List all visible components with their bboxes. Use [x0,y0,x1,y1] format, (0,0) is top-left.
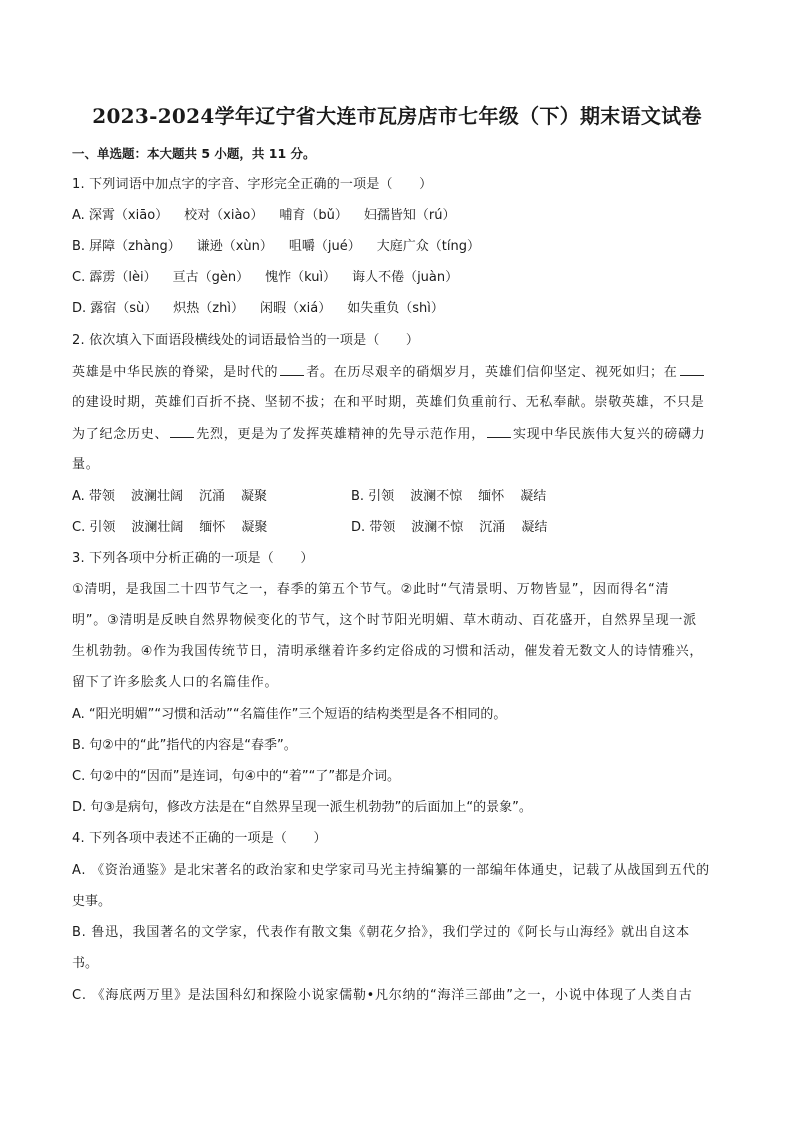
fill-blank-1 [280,362,304,376]
question-3-stem: 3. 下列各项中分析正确的一项是（ ） [72,551,314,566]
question-1-option-c [72,268,458,288]
option-d-word-3: 沉涌 [479,520,506,535]
option-d-word-1: D. 露宿（sù） [72,301,158,316]
option-a-word-2: 波澜壮阔 [130,489,183,504]
option-a-word-1: A. 带领 [72,489,115,504]
option-b-word-1: B. 引领 [351,489,395,504]
question-2-passage-line-4: 量。 [72,457,100,472]
option-a-word-1: A. 深霄（xiāo） [72,208,169,223]
option-b-word-3: 咀嚼（jué） [288,239,361,254]
section-heading: 一、单选题：本大题共 5 小题，共 11 分。 [72,146,316,161]
option-d-word-3: 闲暇（xiá） [259,301,332,316]
option-a-word-2: 校对（xiào） [184,208,264,223]
option-b-word-2: 谦逊（xùn） [196,239,273,254]
option-c-word-2: 波澜壮阔 [131,520,184,535]
question-4-option-a-line-1: A. 《资治通鉴》是北宋著名的政治家和史学家司马光主持编纂的一部编年体通史，记载了从战国到五代的 [72,863,710,878]
question-2-stem: 2. 依次填入下面语段横线处的词语最恰当的一项是（ ） [72,333,420,348]
passage-text: 英雄是中华民族的脊梁，是时代的 [72,365,279,380]
passage-text: 者。在历尽艰辛的硝烟岁月，英雄们信仰坚定、视死如归；在 [306,365,678,380]
option-b-word-2: 波澜不惊 [410,489,463,504]
question-4-option-a-line-2: 史事。 [72,894,112,909]
question-2-option-a [72,487,267,507]
question-2-option-d [351,518,547,538]
option-d-word-1: D. 带领 [351,520,396,535]
question-2-passage-line-3 [72,424,706,445]
question-3-passage-line-3: 生机勃勃。④作为我国传统节日，清明承继着许多约定俗成的习惯和活动，催发着无数文人的诗情雅兴， [72,644,704,659]
option-c-word-1: C. 霹雳（lèi） [72,270,157,285]
question-4-option-b-line-2: 书。 [72,956,99,971]
option-c-word-4: 诲人不倦（juàn） [352,270,459,285]
option-c-word-4: 凝聚 [241,520,268,535]
option-a-word-4: 凝聚 [240,489,267,504]
question-3-option-a: A. “阳光明媚”“习惯和活动”“名篇佳作”三个短语的结构类型是各不相同的。 [72,707,507,722]
question-4-stem: 4. 下列各项中表述不正确的一项是（ ） [72,831,327,846]
question-2-passage-line-1 [72,362,706,383]
option-b-word-1: B. 屏障（zhàng） [72,239,181,254]
option-a-word-3: 哺育（bǔ） [279,208,348,223]
question-4-option-b-line-1: B. 鲁迅，我国著名的文学家，代表作有散文集《朝花夕拾》，我们学过的《阿长与山海经》就出自这本 [72,925,690,940]
option-c-word-3: 缅怀 [199,520,226,535]
question-1-option-b [72,237,480,257]
option-a-word-4: 妇孺皆知（rú） [363,208,456,223]
question-3-option-d: D. 句③是病句，修改方法是在“自然界呈现一派生机勃勃”的后面加上“的景象”。 [72,800,532,815]
question-3-passage-line-4: 留下了许多脍炙人口的名篇佳作。 [72,675,279,690]
passage-text: 先烈，更是为了发挥英雄精神的先导示范作用， [196,427,486,442]
question-2-passage-line-2: 的建设时期，英雄们百折不挠、坚韧不拔；在和平时期，英雄们负重前行、无私奉献。崇敬英雄，不只是 [72,395,705,410]
option-b-word-3: 缅怀 [478,489,505,504]
question-3-passage-line-2: 明”。③清明是反映自然界物候变化的节气，这个时节阳光明媚、草木萌动、百花盛开，自然界呈现一派 [72,613,697,628]
question-3-option-b: B. 句②中的“此”指代的内容是“春季”。 [72,738,297,753]
fill-blank-4 [487,424,511,438]
option-b-word-4: 凝结 [520,489,547,504]
option-d-word-2: 炽热（zhì） [173,301,244,316]
question-3-passage-line-1: ①清明，是我国二十四节气之一，春季的第五个节气。②此时“气清景明、万物皆显”，因而得名“清 [72,582,670,597]
question-1-option-d [72,299,444,319]
question-4-option-c-line-1: C. 《海底两万里》是法国科幻和探险小说家儒勒•凡尔纳的“海洋三部曲”之一，小说中体现了人类自古 [72,988,693,1003]
fill-blank-2 [680,362,704,376]
option-d-word-4: 如失重负（shì） [347,301,444,316]
question-2-option-c [72,518,267,538]
option-c-word-2: 亘古（gèn） [172,270,250,285]
passage-text: 为了纪念历史、 [72,427,169,442]
option-c-word-3: 愧怍（kuì） [265,270,337,285]
question-3-option-c: C. 句②中的“因而”是连词，句④中的“着”“了”都是介词。 [72,769,401,784]
passage-text: 实现中华民族伟大复兴的磅礴力 [513,427,706,442]
fill-blank-3 [170,424,194,438]
option-b-word-4: 大庭广众（tíng） [376,239,480,254]
option-d-word-4: 凝结 [521,520,548,535]
question-2-option-b [351,487,546,507]
exam-title: 2023-2024学年辽宁省大连市瓦房店市七年级（下）期末语文试卷 [92,104,702,128]
question-1-stem: 1. 下列词语中加点字的字音、字形完全正确的一项是（ ） [72,177,433,192]
question-1-option-a [72,206,455,226]
option-d-word-2: 波澜不惊 [411,520,464,535]
option-a-word-3: 沉涌 [198,489,225,504]
option-c-word-1: C. 引领 [72,520,116,535]
